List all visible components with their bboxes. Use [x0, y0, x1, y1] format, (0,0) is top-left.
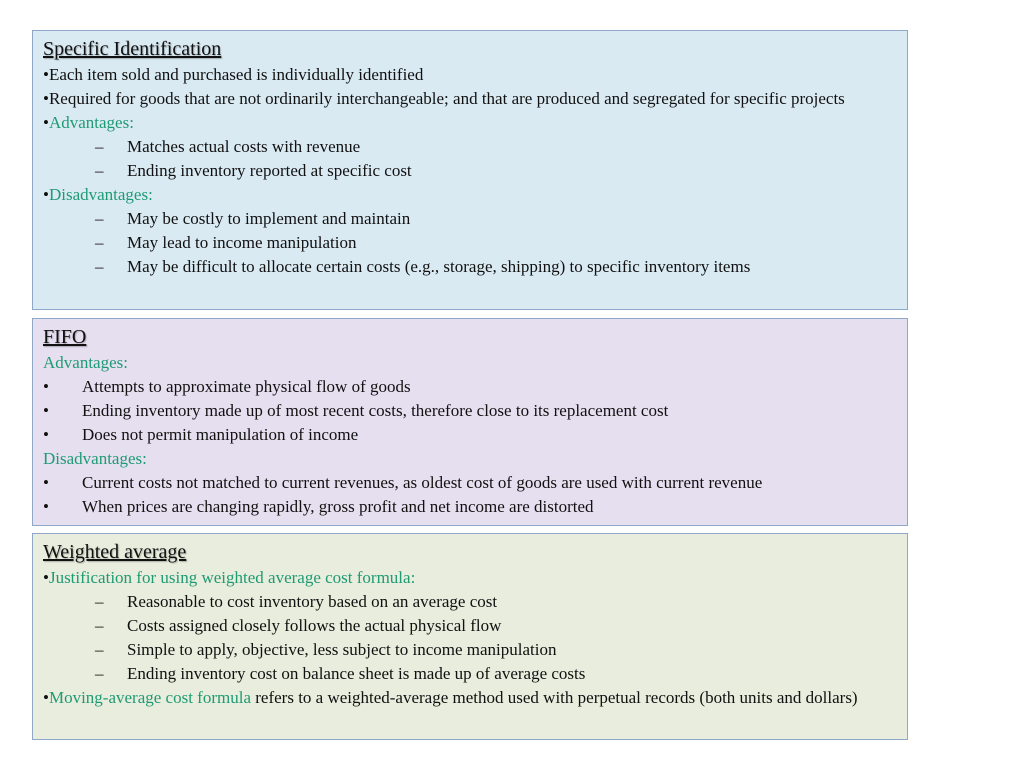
list-item: •Required for goods that are not ordinarily interchangeable; and that are produced and segregated for specific projects [43, 89, 845, 108]
list-item: – May lead to income manipulation [95, 233, 357, 252]
weighted-average-title: Weighted average [43, 541, 187, 563]
list-item: • Attempts to approximate physical flow of goods [43, 377, 411, 396]
advantages-heading: •Advantages: [43, 113, 134, 132]
list-item: – May be costly to implement and maintain [95, 209, 411, 228]
advantages-heading: Advantages: [43, 353, 128, 372]
list-item: – May be difficult to allocate certain costs (e.g., storage, shipping) to specific inventory items [95, 257, 751, 276]
list-item: • Ending inventory made up of most recent costs, therefore close to its replacement cost [43, 401, 669, 420]
justification-heading: •Justification for using weighted average cost formula: [43, 568, 416, 587]
list-item: – Simple to apply, objective, less subject to income manipulation [95, 640, 557, 659]
list-item: • Current costs not matched to current revenues, as oldest cost of goods are used with current revenue [43, 473, 763, 492]
weighted-average-box [32, 533, 908, 740]
list-item: • Does not permit manipulation of income [43, 425, 359, 444]
specific-identification-box [32, 30, 908, 310]
list-item: – Costs assigned closely follows the actual physical flow [95, 616, 502, 635]
specific-identification-title: Specific Identification [43, 38, 222, 60]
list-item: – Ending inventory cost on balance sheet is made up of average costs [95, 664, 586, 683]
list-item: – Ending inventory reported at specific cost [95, 161, 412, 180]
disadvantages-heading: Disadvantages: [43, 449, 147, 468]
list-item: • When prices are changing rapidly, gross profit and net income are distorted [43, 497, 594, 516]
list-item: – Reasonable to cost inventory based on an average cost [95, 592, 498, 611]
fifo-title: FIFO [43, 326, 87, 348]
moving-average-item: •Moving-average cost formula refers to a weighted-average method used with perpetual records (both units and dollars) [43, 688, 858, 707]
list-item: – Matches actual costs with revenue [95, 137, 361, 156]
fifo-box [32, 318, 908, 526]
disadvantages-heading: •Disadvantages: [43, 185, 153, 204]
list-item: •Each item sold and purchased is individually identified [43, 65, 424, 84]
